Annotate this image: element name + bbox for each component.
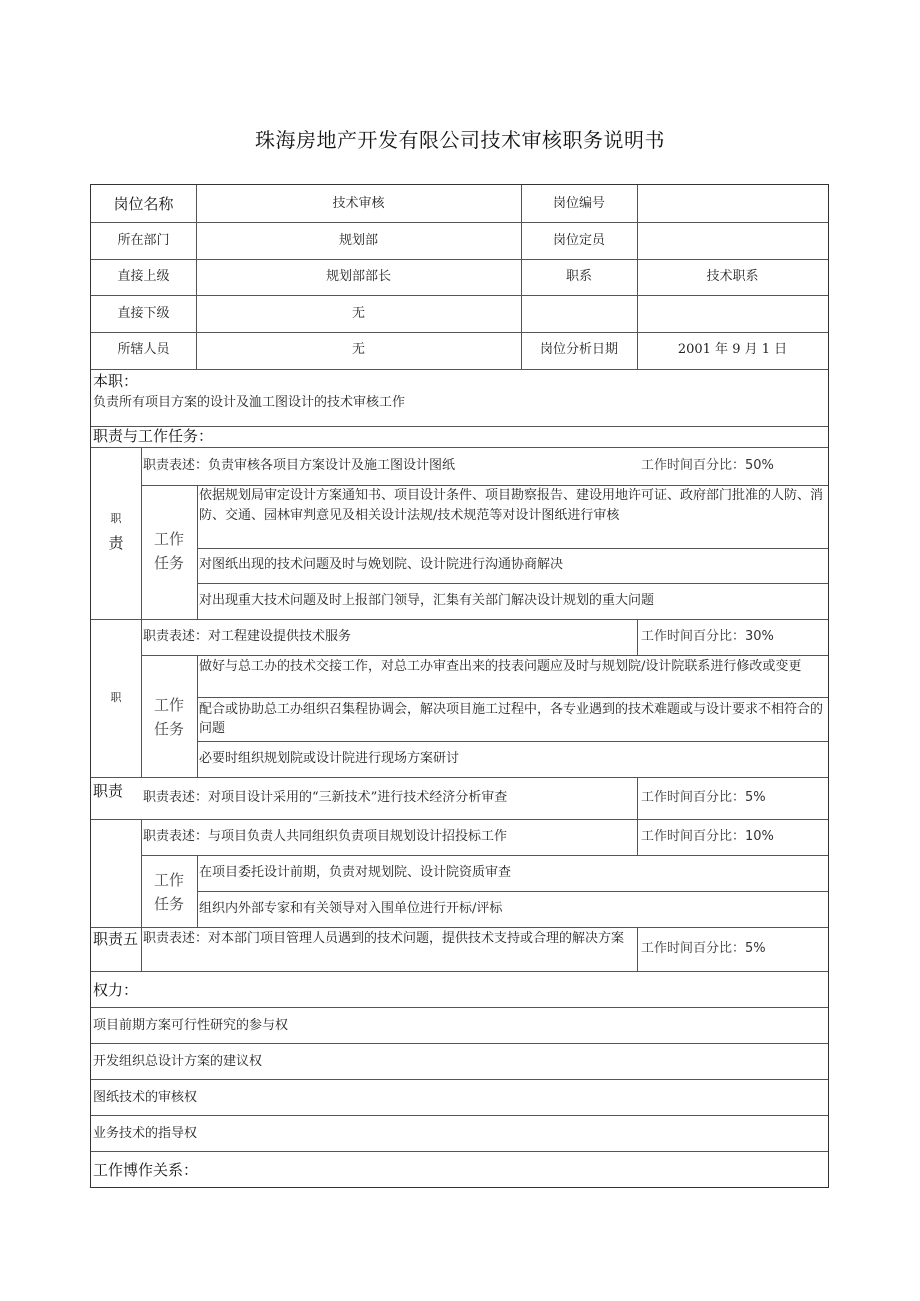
duty1-task-3: 对出现重大技术问题及时上报部门领导，汇集有关部门解决设计规划的重大问题: [199, 593, 655, 608]
duty1-side-top: 职: [110, 512, 122, 525]
duty4-task-2: 组织内外部专家和有关领导对入围单位进行开标/评标: [199, 901, 503, 916]
duty1-task-2: 对图纸出现的技术问题及时与娩划院、设计院进行沟通协商解决: [199, 557, 564, 572]
relations-heading: 工作博作关系：: [93, 1161, 199, 1179]
duty3-side: 职责: [93, 782, 124, 800]
duty1-time: 工作时间百分比：50%: [641, 458, 774, 473]
duty4-task-label-1: 工作: [153, 871, 184, 889]
value-department: 规划部: [338, 233, 378, 248]
value-direct-superior: 规划部部长: [325, 269, 391, 284]
label-position-number: 岗位编号: [552, 196, 605, 211]
duty3-description: 职责表述：对项目设计采用的“三新技术”进行技术经济分析审查: [143, 790, 508, 805]
powers-heading: 权力：: [93, 981, 139, 999]
duty2-task-2: 配合或协助总工办组织召集程协调会，解决项目施工过程中，各专业遇到的技术难题或与设计要求不相符合的问题: [199, 702, 824, 736]
duty2-description: 职责表述：对工程建设提供技术服务: [143, 629, 352, 644]
duty2-side: 职: [110, 691, 122, 704]
label-job-family: 职系: [565, 269, 592, 284]
duty5-description: 职责表述：对本部门项目管理人员遇到的技术问题，提供技术支持或合理的解决方案: [143, 931, 625, 946]
duties-heading: 职责与工作任务：: [93, 427, 214, 445]
duty4-task-label-2: 任务: [153, 895, 184, 913]
label-direct-superior: 直接上级: [117, 269, 170, 284]
duty2-time: 工作时间百分比：30%: [641, 629, 774, 644]
label-department: 所在部门: [117, 233, 170, 248]
label-headcount: 岗位定员: [552, 233, 605, 248]
duty2-task-label-2: 任务: [153, 720, 184, 738]
duty4-time: 工作时间百分比：10%: [641, 829, 774, 844]
duty3-time: 工作时间百分比：5%: [641, 790, 766, 805]
power-item-4: 业务技术的指导权: [93, 1126, 198, 1141]
duty1-task-1: 依据规划局审定设计方案通知书、项目设计条件、项目勘察报告、建设用地许可证、政府部门批准的人防、消防、交通、园林审判意见及相关设计法规/技术规范等对设计图纸进行审核: [199, 488, 824, 523]
value-job-family: 技术职系: [706, 269, 759, 284]
label-staff: 所辖人员: [117, 342, 170, 357]
benzhi-heading: 本职：: [93, 372, 139, 390]
duty1-task-label-2: 任务: [153, 554, 184, 572]
value-direct-subordinate: 无: [351, 306, 365, 321]
label-direct-subordinate: 直接下级: [117, 306, 170, 321]
power-item-2: 开发组织总设计方案的建议权: [93, 1054, 263, 1069]
label-position-name: 岗位名称: [113, 195, 174, 213]
duty2-task-1: 做好与总工办的技术交接工作，对总工办审查出来的技表问题应及时与规划院/设计院联系进行修改或变更: [199, 659, 802, 674]
value-staff: 无: [351, 342, 365, 357]
duty4-task-1: 在项目委托设计前期，负责对规划院、设计院资质审查: [199, 865, 512, 880]
duty1-task-label-1: 工作: [153, 530, 184, 548]
job-description-table: [90, 184, 829, 1188]
duty1-side-bottom: 责: [108, 534, 124, 552]
duty1-description: 职责表述：负责审核各项目方案设计及施工图设计图纸: [143, 458, 456, 473]
duty5-side: 职责五: [93, 930, 139, 948]
duty4-description: 职责表述：与项目负责人共同组织负责项目规划设计招投标工作: [143, 829, 508, 844]
duty5-time: 工作时间百分比：5%: [641, 941, 766, 956]
power-item-3: 图纸技术的审核权: [93, 1090, 198, 1105]
document-title: 珠海房地产开发有限公司技术审核职务说明书: [255, 128, 665, 152]
value-analysis-date: 2001 年 9 月 1 日: [677, 342, 788, 357]
power-item-1: 项目前期方案可行性研究的参与权: [93, 1018, 289, 1033]
benzhi-text: 负责所有项目方案的设计及洫工图设计的技术审核工作: [93, 395, 406, 410]
value-position-name: 技术审核: [332, 196, 385, 211]
duty2-task-label-1: 工作: [153, 696, 184, 714]
duty2-task-3: 必要时组织规划院或设计院进行现场方案研讨: [199, 751, 460, 766]
label-analysis-date: 岗位分析日期: [539, 342, 618, 357]
